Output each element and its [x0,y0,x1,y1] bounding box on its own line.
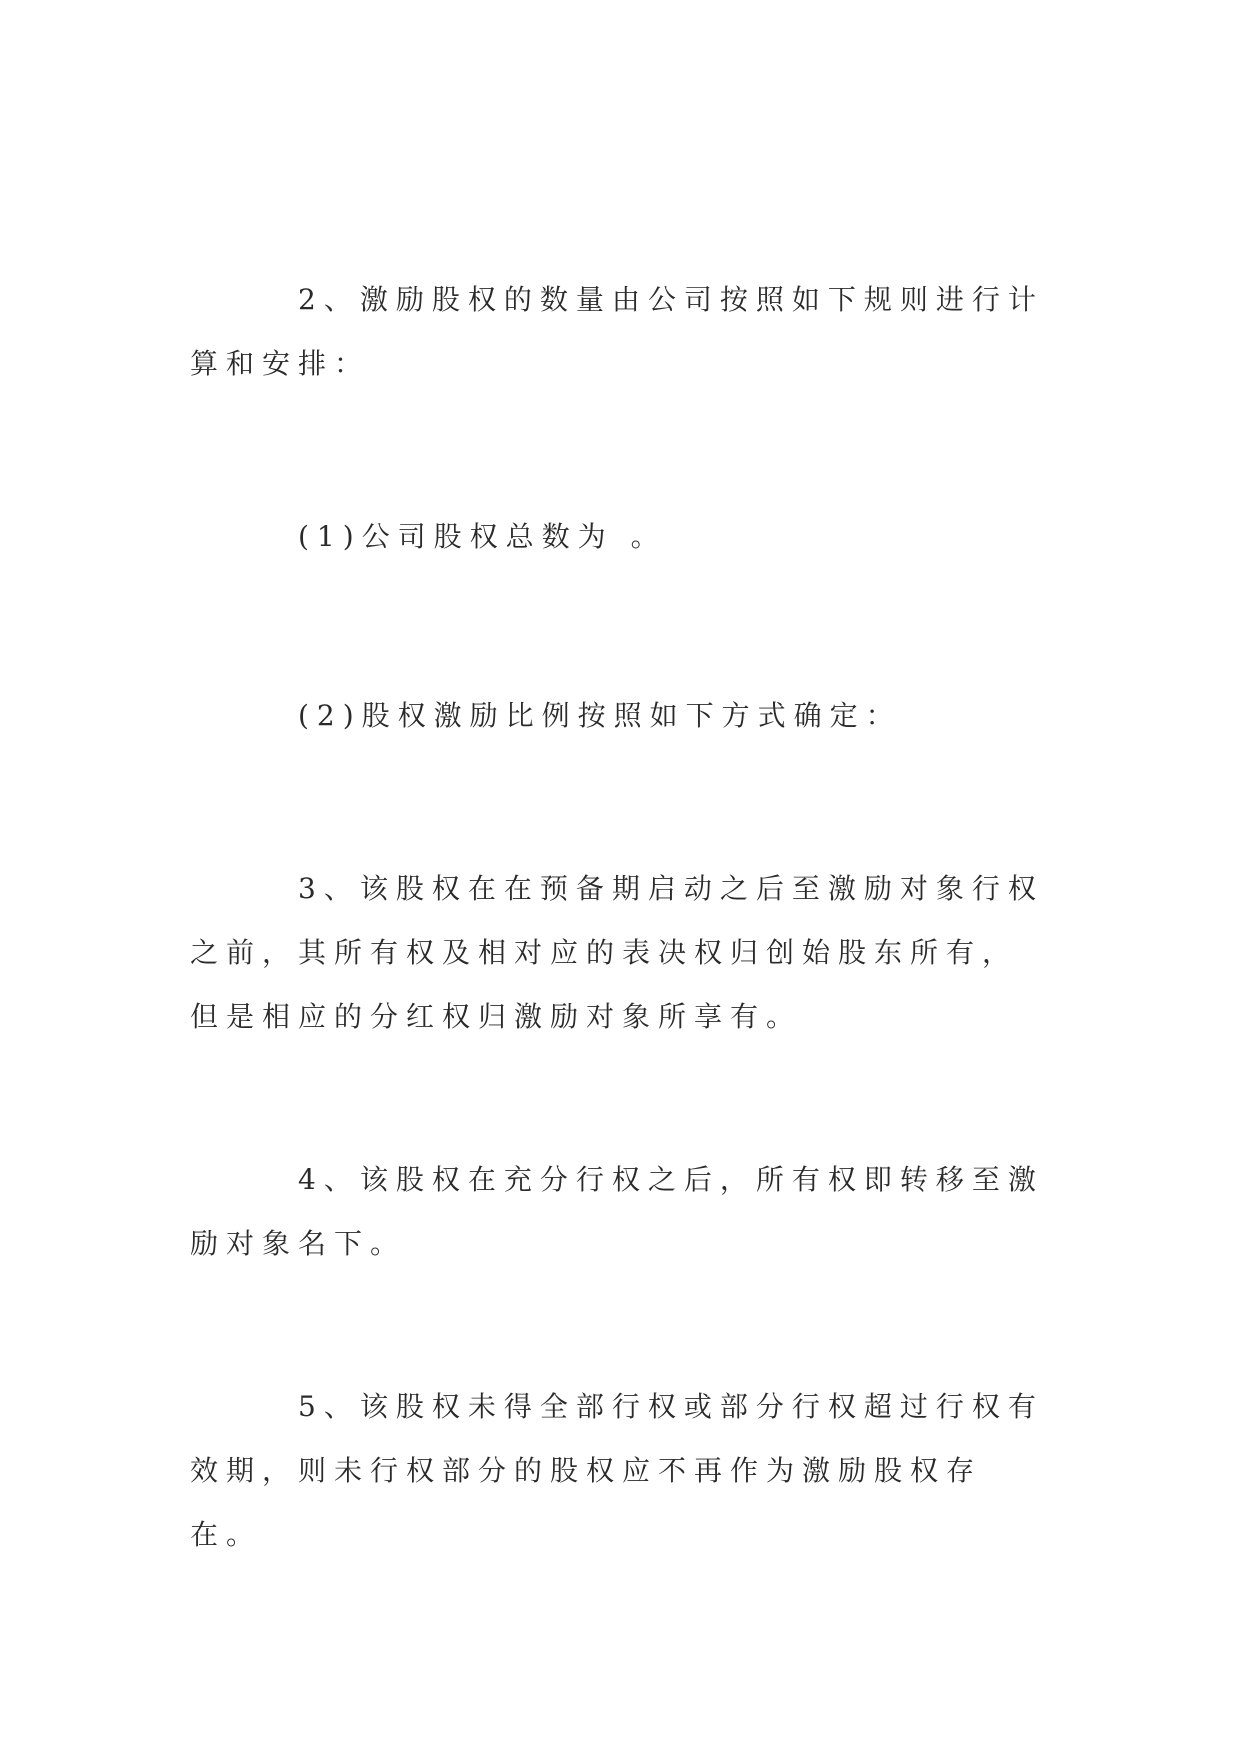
paragraph-ownership-transfer: 4、该股权在充分行权之后，所有权即转移至激励对象名下。 [190,1163,1044,1260]
paragraph-equity-quantity-rule: 2、激励股权的数量由公司按照如下规则进行计算和安排： [190,283,1044,380]
paragraph-ownership-before-exercise: 3、该股权在在预备期启动之后至激励对象行权之前，其所有权及相对应的表决权归创始股东所有，但是相应的分红权归激励对象所享有。 [190,872,1044,1033]
paragraph-total-equity: (1)公司股权总数为 。 [298,520,667,553]
paragraph-incentive-ratio: (2)股权激励比例按照如下方式确定： [298,699,902,732]
paragraph-unexercised-equity: 5、该股权未得全部行权或部分行权超过行权有效期，则未行权部分的股权应不再作为激励股权存在。 [190,1390,1044,1551]
